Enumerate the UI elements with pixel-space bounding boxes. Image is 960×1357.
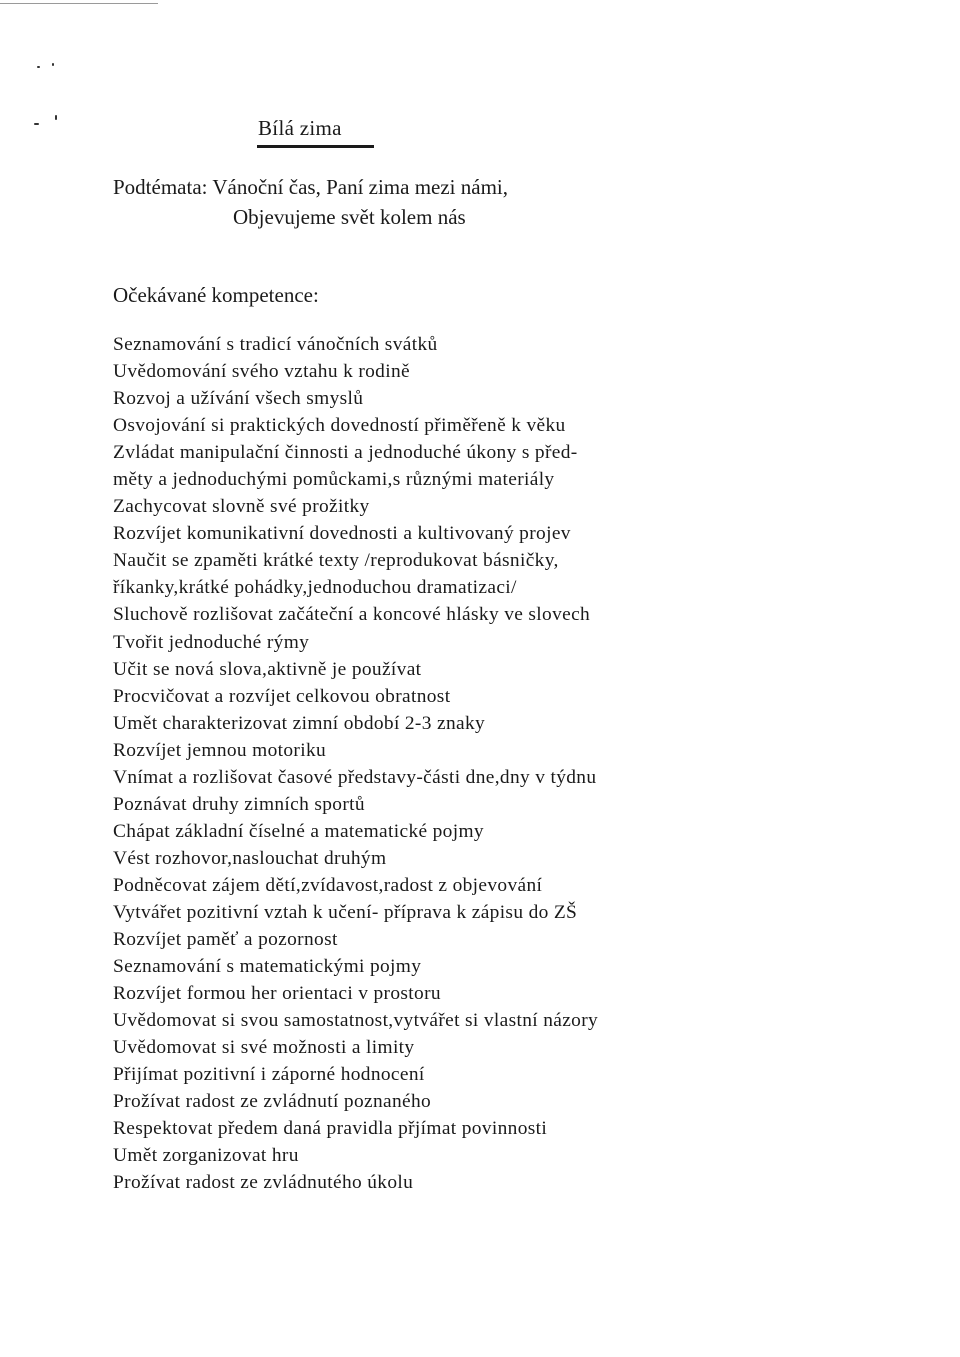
- competence-item: Rozvíjet komunikativní dovednosti a kultivovaný projev: [113, 523, 571, 545]
- competences-list: [113, 331, 733, 1197]
- competence-item: Rozvíjet paměť a pozornost: [113, 929, 338, 951]
- page-title: Bílá zima: [258, 116, 342, 140]
- competence-item: Umět charakterizovat zimní období 2-3 znaky: [113, 712, 486, 734]
- scan-speck: [52, 63, 54, 66]
- competence-item: Naučit se zpaměti krátké texty /reprodukovat básničky,: [113, 550, 559, 572]
- scan-speck: [37, 66, 40, 68]
- scan-speck: [55, 115, 57, 120]
- competence-item: měty a jednoduchými pomůckami,s různými materiály: [113, 469, 555, 491]
- scan-edge-line: [0, 3, 158, 4]
- subtopics-line-1: [113, 172, 508, 202]
- competence-item: Osvojování si praktických dovedností přiměřeně k věku: [113, 415, 566, 437]
- scan-speck: [34, 123, 39, 125]
- competence-item: Přijímat pozitivní i záporné hodnocení: [113, 1064, 425, 1086]
- subtopics-first: Vánoční čas, Paní zima mezi námi,: [212, 175, 509, 199]
- subtopics-block: [113, 172, 508, 232]
- competence-item: Uvědomování svého vztahu k rodině: [113, 361, 410, 383]
- competence-item: Vytvářet pozitivní vztah k učení- příprava k zápisu do ZŠ: [113, 901, 578, 923]
- competence-item: Rozvoj a užívání všech smyslů: [113, 388, 364, 410]
- subtopics-label: Podtémata:: [113, 175, 208, 199]
- competence-item: Chápat základní číselné a matematické pojmy: [113, 820, 484, 842]
- title-underline: [257, 145, 374, 148]
- competence-item: Uvědomovat si své možnosti a limity: [113, 1037, 415, 1059]
- competence-item: Seznamování s tradicí vánočních svátků: [113, 334, 438, 355]
- competence-item: Umět zorganizovat hru: [113, 1145, 299, 1167]
- competence-item: Poznávat druhy zimních sportů: [113, 793, 365, 815]
- competence-item: Uvědomovat si svou samostatnost,vytvářet si vlastní názory: [113, 1010, 599, 1032]
- competence-item: Vnímat a rozlišovat časové představy-části dne,dny v týdnu: [113, 766, 597, 788]
- competence-item: Učit se nová slova,aktivně je používat: [113, 658, 422, 680]
- competence-item: Procvičovat a rozvíjet celkovou obratnost: [113, 685, 451, 707]
- competence-item: Prožívat radost ze zvládnutého úkolu: [113, 1172, 414, 1194]
- competences-heading: Očekávané kompetence:: [113, 283, 319, 307]
- competence-item: Respektovat předem daná pravidla přjímat povinnosti: [113, 1118, 548, 1140]
- competence-item: Prožívat radost ze zvládnutí poznaného: [113, 1091, 432, 1113]
- competence-item: Podněcovat zájem dětí,zvídavost,radost z objevování: [113, 874, 543, 896]
- competence-item: Tvořit jednoduché rýmy: [113, 631, 310, 653]
- competence-item: Seznamování s matematickými pojmy: [113, 956, 422, 978]
- competence-item: Zachycovat slovně své prožitky: [113, 496, 370, 518]
- competence-item: Zvládat manipulační činnosti a jednoduché úkony s před-: [113, 442, 578, 464]
- competence-item: Rozvíjet formou her orientaci v prostoru: [113, 983, 441, 1005]
- competence-item: říkanky,krátké pohádky,jednoduchou dramatizaci/: [113, 577, 517, 599]
- competence-item: Rozvíjet jemnou motoriku: [113, 739, 327, 761]
- subtopics-second: Objevujeme svět kolem nás: [233, 205, 466, 229]
- competence-item: Sluchově rozlišovat začáteční a koncové hlásky ve slovech: [113, 604, 591, 626]
- competence-item: Vést rozhovor,naslouchat druhým: [113, 847, 387, 869]
